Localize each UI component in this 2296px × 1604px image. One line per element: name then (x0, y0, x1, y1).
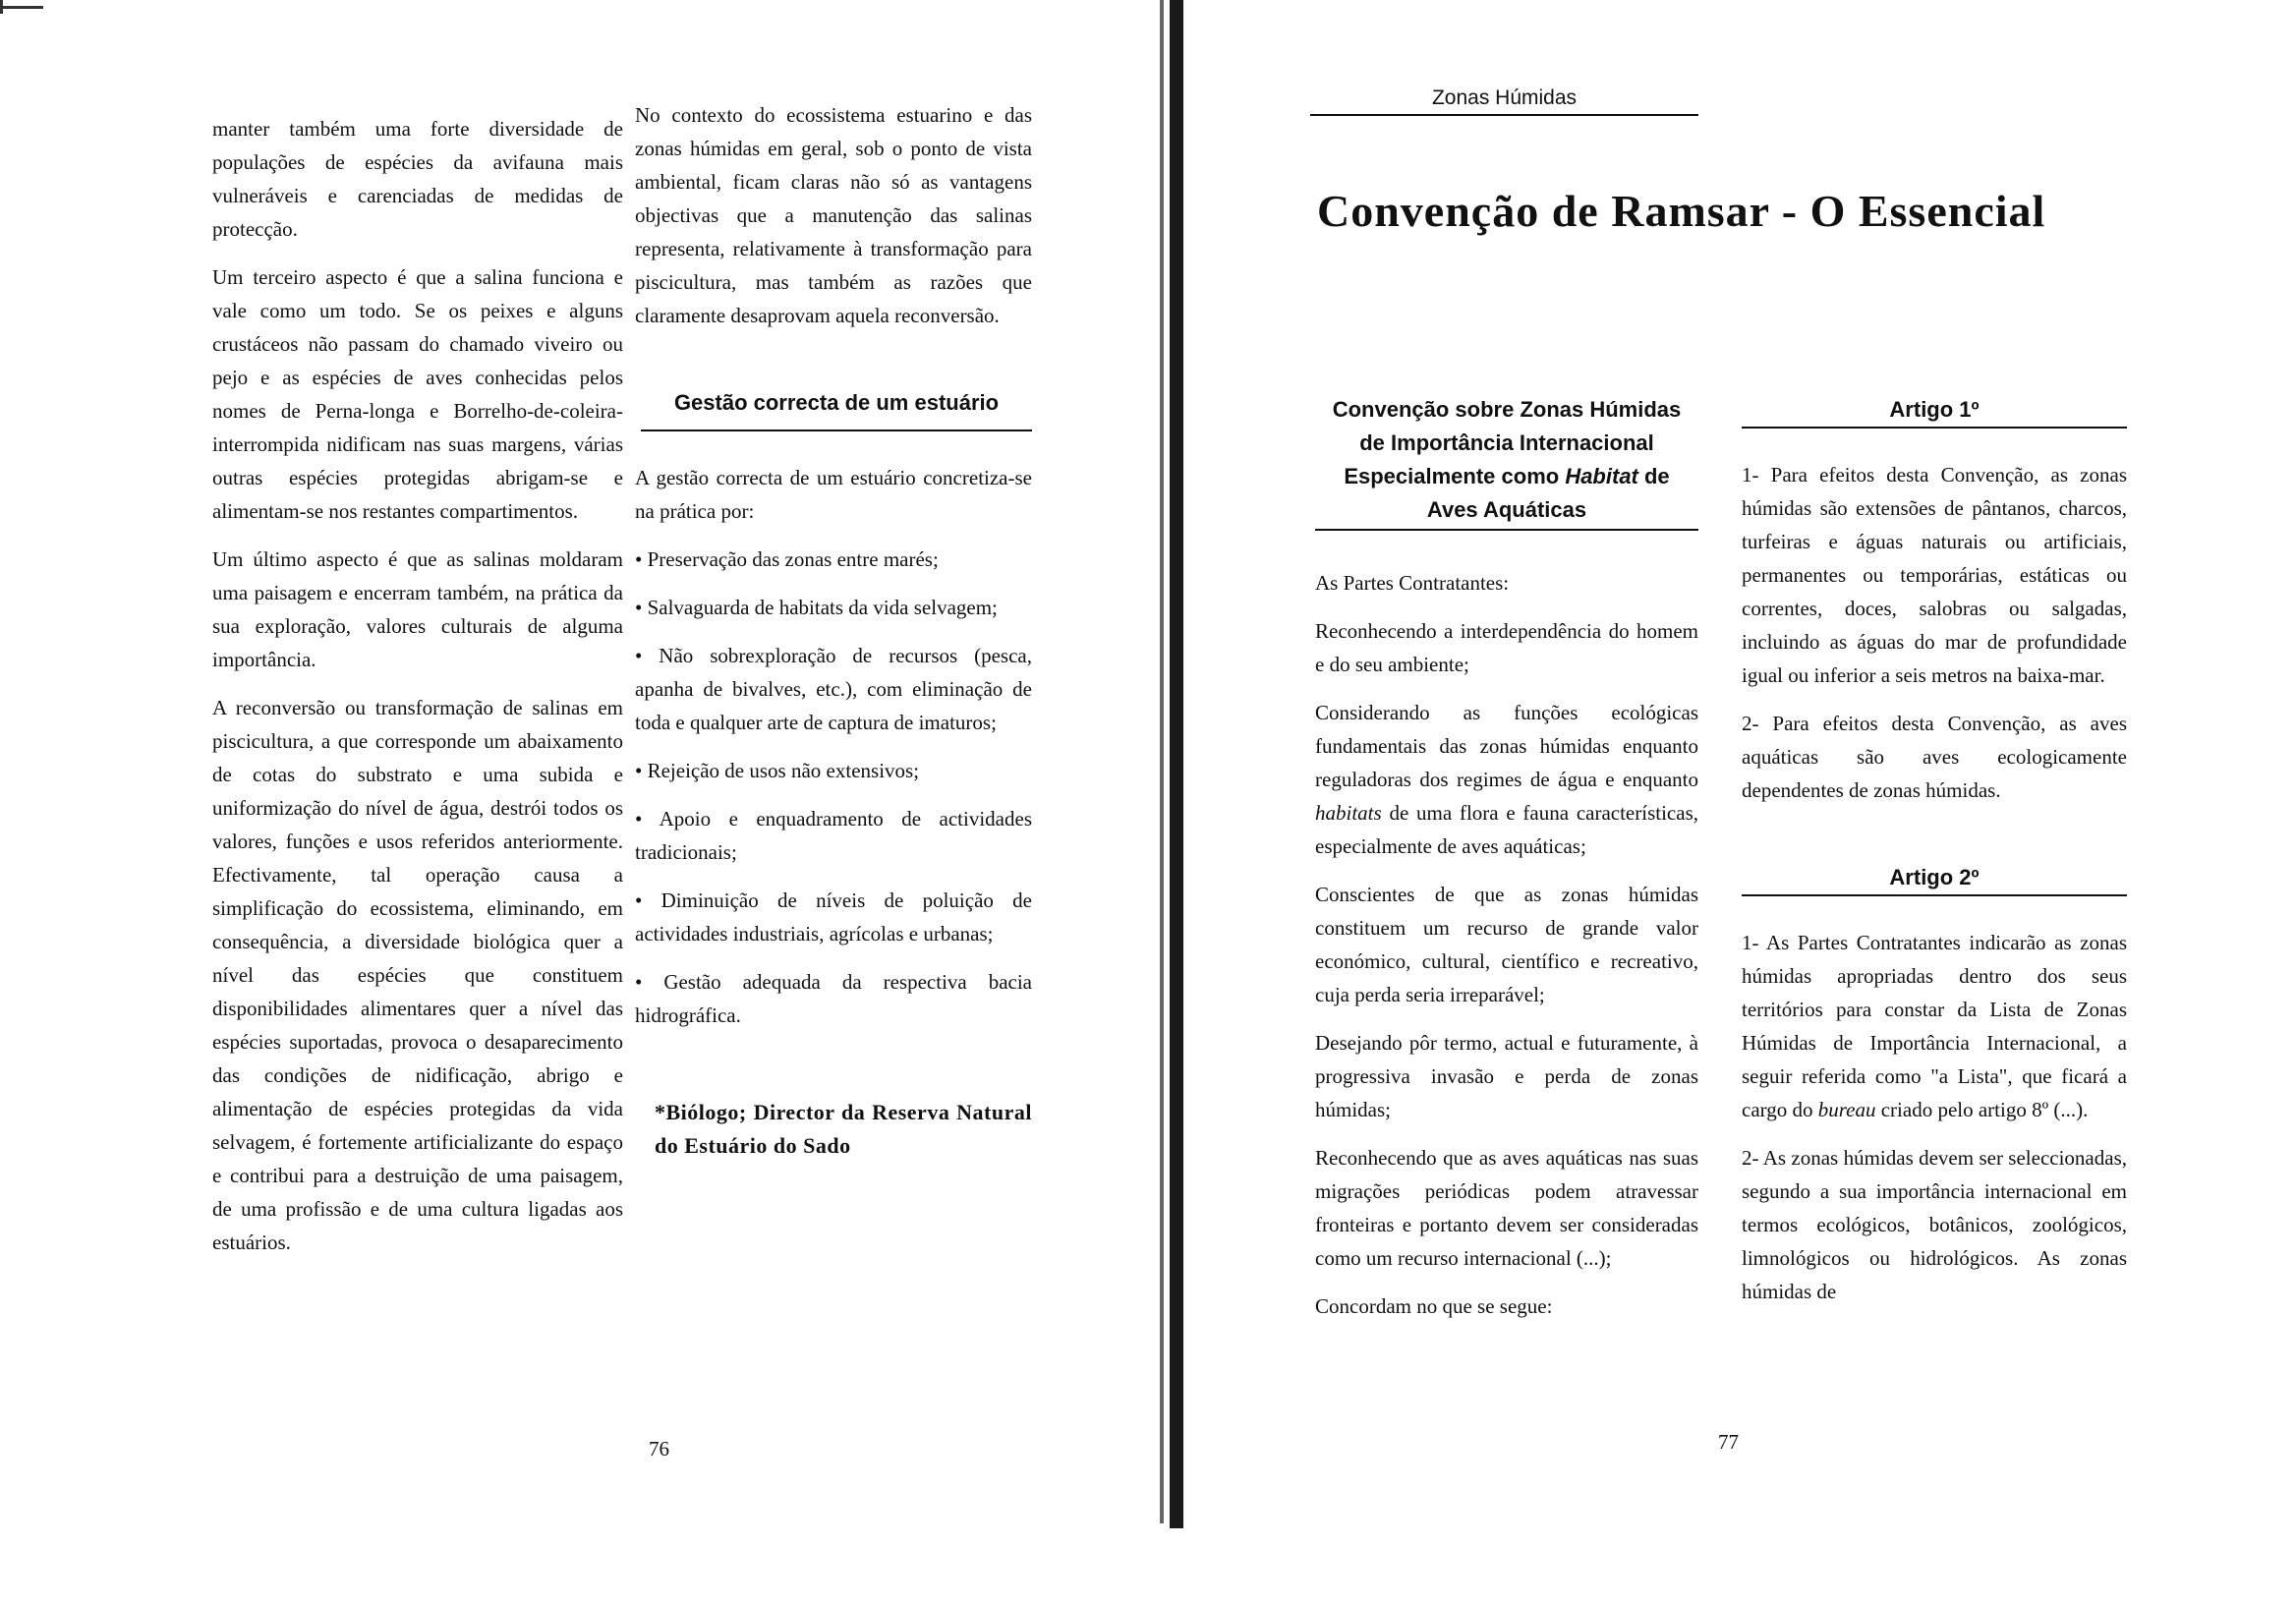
paragraph: Concordam no que se segue: (1315, 1294, 1553, 1318)
heading-italic: Habitat (1565, 464, 1638, 488)
text: Considerando as funções ecológicas fundamentais das zonas húmidas enquanto reguladoras dos regimes de água e enquanto (1315, 701, 1698, 791)
heading-line: Aves Aquáticas (1426, 497, 1587, 522)
heading-text: Especialmente como (1344, 464, 1566, 488)
left-page-column-2 (635, 98, 1032, 1177)
bullet-item: • Apoio e enquadramento de actividades tradicionais; (635, 807, 1032, 864)
scan-corner-mark (0, 0, 3, 14)
page-title: Convenção de Ramsar - O Essencial (1317, 186, 2046, 236)
text: criado pelo artigo 8º (...). (1875, 1098, 2089, 1121)
paragraph: As Partes Contratantes: (1315, 571, 1510, 595)
paragraph: Um último aspecto é que as salinas moldaram uma paisagem e encerram também, na prática da sua exploração, valores culturais de alguma importância. (212, 547, 623, 671)
right-page-column-1 (1315, 393, 1698, 1338)
bullet-item: • Preservação das zonas entre marés; (635, 547, 939, 571)
book-spine (1170, 0, 1183, 1528)
paragraph: Reconhecendo que as aves aquáticas nas suas migrações periódicas podem atravessar fronteiras e portanto devem ser consideradas como um recurso internacional (...); (1315, 1146, 1698, 1270)
heading-line: Convenção sobre Zonas Húmidas (1332, 397, 1682, 422)
italic-text: habitats (1315, 801, 1382, 825)
bullet-item: • Rejeição de usos não extensivos; (635, 759, 920, 782)
paragraph: 2- As zonas húmidas devem ser seleccionadas, segundo a sua importância internacional em termos ecológicos, botânicos, zoológicos, limnológicos ou hidrológicos. As zonas húmidas de (1742, 1146, 2127, 1303)
page-number: 77 (1718, 1430, 1739, 1454)
bullet-item: • Salvaguarda de habitats da vida selvagem; (635, 596, 998, 619)
right-page-column-2 (1742, 393, 2127, 1323)
paragraph: manter também uma forte diversidade de populações de espécies da avifauna mais vulneráveis e carenciadas de medidas de protecção. (212, 117, 623, 241)
section-label: Zonas Húmidas (1310, 86, 1698, 116)
page-number: 76 (649, 1437, 669, 1461)
paragraph: No contexto do ecossistema estuarino e das zonas húmidas em geral, sob o ponto de vista ambiental, ficam claras não só as vantagens objectivas que a manutenção das salinas representa, relativamente à transformação para piscicultura, mas também as razões que claramente desaprovam aquela reconversão. (635, 103, 1032, 327)
heading-line: de Importância Internacional (1359, 430, 1654, 455)
paragraph: Reconhecendo a interdependência do homem e do seu ambiente; (1315, 619, 1698, 676)
italic-text: bureau (1817, 1098, 1876, 1121)
paragraph: Um terceiro aspecto é que a salina funciona e vale como um todo. Se os peixes e alguns crustáceos não passam do chamado viveiro ou pejo e as espécies de aves conhecidas pelos nomes de Perna-longa e Borrelho-de-coleira-interrompida nidificam nas suas margens, várias outras espécies protegidas abrigam-se e alimentam-se nos restantes compartimentos. (212, 265, 623, 523)
heading-line (1315, 460, 1698, 493)
heading-text: de (1637, 464, 1670, 488)
author-note: *Biólogo; Director da Reserva Natural do Estuário do Sado (655, 1100, 1032, 1158)
paragraph: Conscientes de que as zonas húmidas constituem um recurso de grande valor económico, cultural, científico e recreativo, cuja perda seria irreparável; (1315, 883, 1698, 1006)
bullet-item: • Diminuição de níveis de poluição de actividades industriais, agrícolas e urbanas; (635, 888, 1032, 945)
paragraph: Desejando pôr termo, actual e futuramente, à progressiva invasão e perda de zonas húmidas; (1315, 1031, 1698, 1121)
book-spine-shadow (1160, 0, 1164, 1523)
paragraph: 1- Para efeitos desta Convenção, as zonas húmidas são extensões de pântanos, charcos, turfeiras e águas naturais ou artificiais, permanentes ou temporárias, estáticas ou correntes, doces, salobras ou salgadas, incluindo as águas do mar de profundidade igual ou inferior a seis metros na baixa-mar. (1742, 463, 2127, 687)
text: de uma flora e fauna características, especialmente de aves aquáticas; (1315, 801, 1698, 858)
convention-heading (1315, 393, 1698, 531)
artigo-1-heading: Artigo 1º (1742, 393, 2127, 429)
paragraph: A gestão correcta de um estuário concretiza-se na prática por: (635, 466, 1032, 523)
paragraph (1742, 926, 2127, 1126)
left-page-column-1 (212, 112, 623, 1274)
scan-corner-mark (0, 6, 43, 9)
text: 1- As Partes Contratantes indicarão as zonas húmidas apropriadas dentro dos seus territórios para constar da Lista de Zonas Húmidas de Importância Internacional, a seguir referida como "a Lista", que ficará a cargo do (1742, 931, 2127, 1121)
artigo-2-heading: Artigo 2º (1742, 861, 2127, 896)
section-heading: Gestão correcta de um estuário (641, 386, 1032, 431)
paragraph: A reconversão ou transformação de salinas em piscicultura, a que corresponde um abaixamento de cotas do substrato e uma subida e uniformização do nível de água, destrói todos os valores, funções e usos referidos anteriormente. Efectivamente, tal operação causa a simplificação do ecossistema, eliminando, em consequência, a diversidade biológica quer a nível das espécies que constituem disponibilidades alimentares quer a nível das espécies suportadas, provoca o desaparecimento das condições de nidificação, abrigo e alimentação de espécies protegidas da vida selvagem, é fortemente artificializante do espaço e contribui para a destruição de uma paisagem, de uma profissão e de uma cultura ligadas aos estuários. (212, 696, 623, 1254)
paragraph (1315, 696, 1698, 863)
bullet-item: • Gestão adequada da respectiva bacia hidrográfica. (635, 970, 1032, 1027)
bullet-item: • Não sobrexploração de recursos (pesca, apanha de bivalves, etc.), com eliminação de toda e qualquer arte de captura de imaturos; (635, 644, 1032, 734)
paragraph: 2- Para efeitos desta Convenção, as aves aquáticas são aves ecologicamente dependentes de zonas húmidas. (1742, 712, 2127, 802)
